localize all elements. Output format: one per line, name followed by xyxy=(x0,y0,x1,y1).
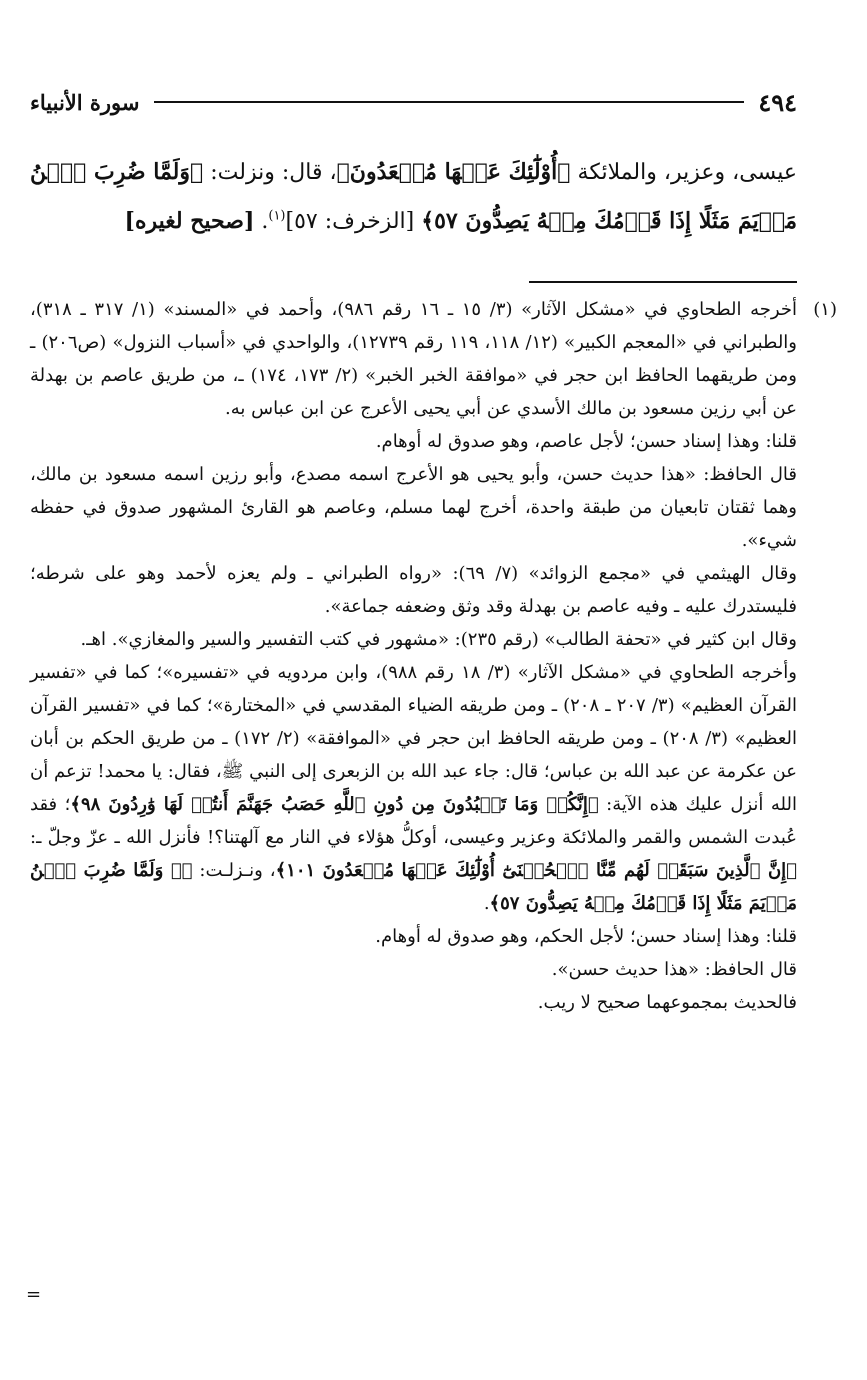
footnote-reference[interactable]: (١) xyxy=(268,208,286,224)
quran-verse-1: ﴿أُوْلَٰٓئِكَ عَنۡهَا مُبۡعَدُونَ﴾ xyxy=(336,159,571,185)
fn6-end: . xyxy=(483,893,490,914)
footnote-paragraph-5: وقال ابن كثير في «تحفة الطالب» (رقم ٢٣٥): «مشهور في كتب التفسير والسير والمغازي». اهـ. xyxy=(80,629,797,650)
header-rule xyxy=(154,101,745,103)
footnote-divider xyxy=(529,281,797,283)
footnotes xyxy=(30,293,837,1019)
footnote-paragraph-6 xyxy=(30,656,797,920)
footnote-paragraph-3: قال الحافظ: «هذا حديث حسن، وأبو يحيى هو الأعرج اسمه مصدع، وأبو رزين اسمه مسعود بن مالك، وهما ثقتان تابعيان من طبقة واحدة، أخرج لهما مسلم، وعاصم هو القارئ المشهور صدوق في حفظه شيء». xyxy=(30,464,797,551)
footnote-paragraph-2: قلنا: وهذا إسناد حسن؛ لأجل عاصم، وهو صدوق له أوهام. xyxy=(375,431,797,452)
main-text xyxy=(30,148,797,246)
footnote-paragraph-4: وقال الهيثمي في «مجمع الزوائد» (٧/ ٦٩): «رواه الطبراني ـ ولم يعزه لأحمد وهو على شرطه؛ فليستدرك عليه ـ وفيه عاصم بن بهدلة وقد وثق وضعفه جماعة». xyxy=(30,563,798,617)
fn6-verse-1: ﴿إِنَّكُمۡ وَمَا تَعۡبُدُونَ مِن دُونِ ٱللَّهِ حَصَبُ جَهَنَّمَ أَنتُمۡ لَهَا وَٰرِدُونَ ٩٨﴾ xyxy=(70,794,599,815)
fn6-verse-2: ﴿إِنَّ ٱلَّذِينَ سَبَقَتۡ لَهُم مِّنَّا ٱلۡحُسۡنَىٰٓ أُوْلَٰٓئِكَ عَنۡهَا مُبۡعَدُونَ ١٠١﴾ xyxy=(275,860,797,881)
footnote-paragraph-7: قلنا: وهذا إسناد حسن؛ لأجل الحكم، وهو صدوق له أوهام. xyxy=(375,926,797,947)
footnote-paragraph-8: قال الحافظ: «هذا حديث حسن». xyxy=(551,959,797,980)
surah-name: سورة الأنبياء xyxy=(30,89,140,115)
main-end: . xyxy=(254,209,269,234)
footnote-paragraph-1: أخرجه الطحاوي في «مشكل الآثار» (٣/ ١٥ ـ ١٦ رقم ٩٨٦)، وأحمد في «المسند» (١/ ٣١٧ ـ ٣١٨)، والطبراني في «المعجم الكبير» (١٢/ ١١٨، ١١٩ رقم ١٢٧٣٩)، والواحدي في «أسباب النزول» (ص٢٠٦) ـ ومن طريقهما الحافظ ابن حجر في «موافقة الخبر الخبر» (٢/ ١٧٣، ١٧٤) ـ، من طريق عاصم بن بهدلة عن أبي رزين مسعود بن مالك الأسدي عن أبي يحيى الأعرج عن ابن عباس به. xyxy=(30,299,797,419)
page-header xyxy=(30,82,797,122)
main-text-1: عيسى، وعزير، والملائكة xyxy=(570,160,797,185)
main-text-2: ، قال: ونزلت: xyxy=(203,160,337,185)
fn6-verse-3: ﴿۞ وَلَمَّا ضُرِبَ ٱبۡنُ مَرۡيَمَ مَثَلًا إِذَا قَوۡمُكَ مِنۡهُ يَصِدُّونَ ٥٧﴾ xyxy=(30,860,797,914)
hadith-grade: [صحيح لغيره] xyxy=(124,208,255,234)
quran-verse-2: ﴿وَلَمَّا ضُرِبَ ٱبۡنُ مَرۡيَمَ مَثَلًا إِذَا قَوۡمُكَ مِنۡهُ يَصِدُّونَ ٥٧﴾ xyxy=(30,159,797,234)
fn6-text-3: ، ونـزلـت: xyxy=(192,860,276,881)
footnote-1 xyxy=(30,293,837,425)
margin-mark: = xyxy=(26,1284,42,1305)
footnote-number: (١) xyxy=(813,299,837,320)
page-number: ٤٩٤ xyxy=(758,87,797,117)
main-paragraph xyxy=(30,148,797,246)
fn6-text-2: ؛ فقد عُبدت الشمس والقمر والملائكة وعزير وعيسى، أوكلُّ هؤلاء في النار مع آلهتنا؟! فأنزل الله ـ عزّ وجلّ ـ: xyxy=(30,794,797,848)
fn6-text-1: وأخرجه الطحاوي في «مشكل الآثار» (٣/ ١٨ رقم ٩٨٨)، وابن مردويه في «تفسيره»؛ كما في «تفسير القرآن العظيم» (٣/ ٢٠٧ ـ ٢٠٨) ـ ومن طريقه الضياء المقدسي في «المختارة»؛ كما في «تفسير القرآن العظيم» (٣/ ٢٠٨) ـ ومن طريقه الحافظ ابن حجر في «الموافقة» (٢/ ١٧٢) ـ من طريق الحكم بن أبان عن عكرمة عن عبد الله بن عباس؛ قال: جاء عبد الله بن الزبعرى إلى النبي ﷺ، فقال: يا محمد! تزعم أن الله أنزل عليك هذه الآية: xyxy=(30,662,798,815)
verse-reference: [الزخرف: ٥٧] xyxy=(285,209,422,234)
footnote-paragraph-9: فالحديث بمجموعهما صحيح لا ريب. xyxy=(537,992,797,1013)
